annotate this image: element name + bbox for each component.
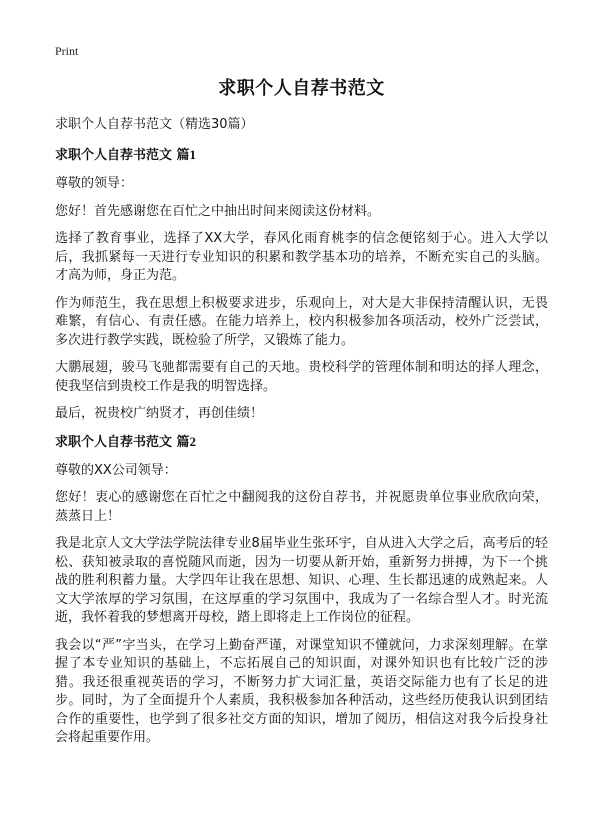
page-title: 求职个人自荐书范文 — [218, 78, 385, 99]
paragraph: 大鹏展翅，骏马飞驰都需要有自己的天地。贵校科学的管理体制和明达的择人理念，使我坚信到贵校工作是我的明智选择。 — [55, 360, 548, 394]
section-heading-text: 求职个人自荐书范文 篇 — [55, 434, 190, 450]
section-2 — [55, 433, 548, 748]
paragraph: 我是北京人文大学法学院法律专业8届毕业生张环宇，自从进入大学之后，高考后的轻松、获知被录取的喜悦随风而逝，因为一切要从新开始，重新努力拼搏，为下一个挑战的胜利积蓄力量。大学四年让我在思想、知识、心理、生长都迅速的成熟起来。人文大学浓厚的学习氛围，在这厚重的学习氛围中，我成为了一名综合型人才。时光流逝，我怀着我的梦想离开母校，踏上即将走上工作岗位的征程。 — [55, 536, 548, 625]
paragraph: 作为师范生，我在思想上积极要求进步，乐观向上，对大是大非保持清醒认识，无畏难繁，有信心、有责任感。在能力培养上，校内积极参加各项活动，校外广泛尝试，多次进行教学实践，既检验了所学，又锻炼了能力。 — [55, 295, 548, 348]
salutation: 尊敬的领导： — [55, 176, 134, 191]
section-heading — [55, 433, 548, 452]
section-heading-number: 1 — [189, 147, 197, 162]
paragraph: 我会以“严”字当头，在学习上勤奋严谨，对课堂知识不懂就问，力求深刻理解。在掌握了本专业知识的基础上，不忘拓展自己的知识面，对课外知识也有比较广泛的涉猎。我还很重视英语的学习，不断努力扩大词汇量，英语交际能力也有了长足的进步。同时，为了全面提升个人素质，我积极参加各种活动，这些经历使我认识到团结合作的重要性，也学到了很多社交方面的知识，增加了阅历，相信这对我今后投身社会将起重要作用。 — [55, 637, 548, 745]
print-link[interactable]: Print — [55, 44, 79, 58]
salutation: 尊敬的XX公司领导： — [55, 462, 177, 478]
section-heading-number: 2 — [189, 433, 197, 449]
document-subtitle: 求职个人自荐书范文（精选30篇） — [55, 117, 254, 132]
paragraph: 选择了教育事业，选择了XX大学，春风化雨育桃李的信念便铭刻于心。进入大学以后，我抓紧每一天进行专业知识的积累和教学基本功的培养，不断充实自己的头脑。才高为师，身正为范。 — [55, 231, 548, 283]
section-heading — [55, 146, 548, 165]
paragraph: 您好！首先感谢您在百忙之中抽出时间来阅读这份材料。 — [55, 203, 381, 219]
section-1 — [55, 146, 548, 424]
paragraph: 最后，祝贵校广纳贤才，再创佳绩！ — [55, 406, 264, 421]
paragraph: 您好！衷心的感谢您在百忙之中翻阅我的这份自荐书，并祝愿贵单位事业欣欣向荣，蒸蒸日上！ — [55, 490, 548, 524]
section-heading-text: 求职个人自荐书范文 篇 — [55, 148, 190, 163]
